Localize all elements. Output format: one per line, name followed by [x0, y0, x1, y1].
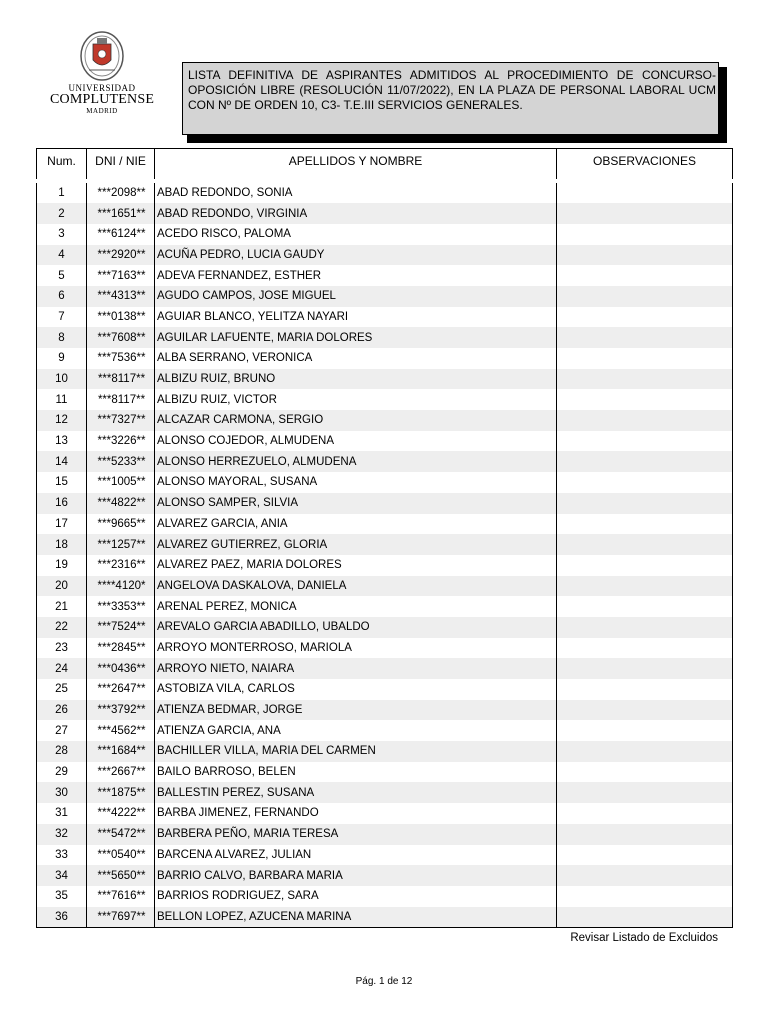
- cell-dni: ***2845**: [87, 638, 155, 659]
- cell-num: 19: [37, 555, 87, 576]
- column-header-dni: DNI / NIE: [87, 149, 155, 181]
- cell-observations: [557, 824, 733, 845]
- cell-observations: [557, 803, 733, 824]
- logo-line-madrid: MADRID: [86, 107, 118, 115]
- cell-num: 35: [37, 886, 87, 907]
- table-row: [37, 700, 733, 721]
- cell-dni: ***7327**: [87, 410, 155, 431]
- cell-observations: [557, 700, 733, 721]
- cell-dni: ***3792**: [87, 700, 155, 721]
- cell-dni: ***7524**: [87, 617, 155, 638]
- table-row: [37, 679, 733, 700]
- cell-num: 31: [37, 803, 87, 824]
- cell-name: ALBIZU RUIZ, BRUNO: [155, 369, 557, 390]
- table-row: [37, 472, 733, 493]
- cell-num: 18: [37, 534, 87, 555]
- cell-num: 20: [37, 576, 87, 597]
- cell-num: 34: [37, 865, 87, 886]
- cell-dni: ***9665**: [87, 514, 155, 535]
- cell-dni: ***4222**: [87, 803, 155, 824]
- cell-observations: [557, 472, 733, 493]
- cell-observations: [557, 410, 733, 431]
- cell-dni: ***3226**: [87, 431, 155, 452]
- cell-num: 14: [37, 451, 87, 472]
- cell-dni: ***2098**: [87, 181, 155, 204]
- cell-num: 7: [37, 307, 87, 328]
- cell-name: ADEVA FERNANDEZ, ESTHER: [155, 265, 557, 286]
- cell-observations: [557, 307, 733, 328]
- cell-name: BELLON LOPEZ, AZUCENA MARINA: [155, 907, 557, 928]
- cell-observations: [557, 493, 733, 514]
- cell-name: AGUIAR BLANCO, YELITZA NAYARI: [155, 307, 557, 328]
- cell-observations: [557, 720, 733, 741]
- cell-dni: ***6124**: [87, 224, 155, 245]
- cell-dni: ***0436**: [87, 658, 155, 679]
- cell-num: 30: [37, 782, 87, 803]
- cell-name: BACHILLER VILLA, MARIA DEL CARMEN: [155, 741, 557, 762]
- cell-num: 22: [37, 617, 87, 638]
- cell-name: ALCAZAR CARMONA, SERGIO: [155, 410, 557, 431]
- cell-name: ATIENZA GARCIA, ANA: [155, 720, 557, 741]
- cell-observations: [557, 369, 733, 390]
- table-row: [37, 181, 733, 204]
- table-row: [37, 245, 733, 266]
- page-number: Pág. 1 de 12: [355, 976, 413, 987]
- table-row: [37, 762, 733, 783]
- cell-observations: [557, 265, 733, 286]
- cell-num: 17: [37, 514, 87, 535]
- cell-name: ACUÑA PEDRO, LUCIA GAUDY: [155, 245, 557, 266]
- table-row: [37, 865, 733, 886]
- cell-num: 5: [37, 265, 87, 286]
- cell-dni: ***2667**: [87, 762, 155, 783]
- cell-dni: ***4822**: [87, 493, 155, 514]
- cell-observations: [557, 327, 733, 348]
- table-header-row: [37, 149, 733, 181]
- table-row: [37, 286, 733, 307]
- cell-observations: [557, 245, 733, 266]
- cell-dni: ***4313**: [87, 286, 155, 307]
- cell-name: ARROYO NIETO, NAIARA: [155, 658, 557, 679]
- cell-num: 33: [37, 845, 87, 866]
- table-row: [37, 576, 733, 597]
- cell-name: ALVAREZ PAEZ, MARIA DOLORES: [155, 555, 557, 576]
- cell-observations: [557, 865, 733, 886]
- cell-dni: ***5472**: [87, 824, 155, 845]
- cell-num: 21: [37, 596, 87, 617]
- cell-observations: [557, 431, 733, 452]
- cell-observations: [557, 451, 733, 472]
- table-row: [37, 431, 733, 452]
- table-row: [37, 845, 733, 866]
- cell-num: 15: [37, 472, 87, 493]
- table-row: [37, 451, 733, 472]
- table-row: [37, 824, 733, 845]
- cell-dni: ***7608**: [87, 327, 155, 348]
- cell-num: 26: [37, 700, 87, 721]
- table-row: [37, 514, 733, 535]
- cell-num: 3: [37, 224, 87, 245]
- cell-name: ALVAREZ GARCIA, ANIA: [155, 514, 557, 535]
- table-row: [37, 389, 733, 410]
- cell-name: ALONSO HERREZUELO, ALMUDENA: [155, 451, 557, 472]
- table-row: [37, 638, 733, 659]
- table-row: [37, 658, 733, 679]
- excluded-list-note: Revisar Listado de Excluidos: [570, 932, 718, 944]
- cell-num: 36: [37, 907, 87, 928]
- cell-observations: [557, 845, 733, 866]
- cell-dni: ***7616**: [87, 886, 155, 907]
- cell-observations: [557, 389, 733, 410]
- cell-name: BARCENA ALVAREZ, JULIAN: [155, 845, 557, 866]
- cell-num: 8: [37, 327, 87, 348]
- cell-dni: ***2920**: [87, 245, 155, 266]
- cell-name: ALVAREZ GUTIERREZ, GLORIA: [155, 534, 557, 555]
- cell-dni: ***1005**: [87, 472, 155, 493]
- cell-name: ARROYO MONTERROSO, MARIOLA: [155, 638, 557, 659]
- cell-observations: [557, 617, 733, 638]
- cell-name: ALONSO SAMPER, SILVIA: [155, 493, 557, 514]
- cell-dni: ***5650**: [87, 865, 155, 886]
- cell-observations: [557, 555, 733, 576]
- table-row: [37, 720, 733, 741]
- table-row: [37, 741, 733, 762]
- cell-name: BALLESTIN PEREZ, SUSANA: [155, 782, 557, 803]
- cell-name: ALBA SERRANO, VERONICA: [155, 348, 557, 369]
- cell-name: ARENAL PEREZ, MONICA: [155, 596, 557, 617]
- cell-name: ABAD REDONDO, SONIA: [155, 181, 557, 204]
- cell-num: 4: [37, 245, 87, 266]
- cell-observations: [557, 286, 733, 307]
- cell-dni: ***4562**: [87, 720, 155, 741]
- table-row: [37, 307, 733, 328]
- cell-num: 11: [37, 389, 87, 410]
- cell-num: 24: [37, 658, 87, 679]
- logo-line-university: UNIVERSIDAD: [68, 83, 136, 93]
- cell-name: ALONSO COJEDOR, ALMUDENA: [155, 431, 557, 452]
- cell-observations: [557, 224, 733, 245]
- cell-name: ALBIZU RUIZ, VICTOR: [155, 389, 557, 410]
- table-row: [37, 534, 733, 555]
- cell-dni: ***0138**: [87, 307, 155, 328]
- table-row: [37, 617, 733, 638]
- cell-dni: ***7536**: [87, 348, 155, 369]
- cell-observations: [557, 907, 733, 928]
- cell-num: 2: [37, 203, 87, 224]
- cell-observations: [557, 181, 733, 204]
- cell-dni: ***1651**: [87, 203, 155, 224]
- cell-name: BARBA JIMENEZ, FERNANDO: [155, 803, 557, 824]
- cell-num: 16: [37, 493, 87, 514]
- cell-dni: ***5233**: [87, 451, 155, 472]
- cell-num: 6: [37, 286, 87, 307]
- cell-name: BARBERA PEÑO, MARIA TERESA: [155, 824, 557, 845]
- cell-num: 27: [37, 720, 87, 741]
- cell-num: 9: [37, 348, 87, 369]
- cell-dni: ****4120*: [87, 576, 155, 597]
- cell-dni: ***2647**: [87, 679, 155, 700]
- table-row: [37, 596, 733, 617]
- cell-num: 10: [37, 369, 87, 390]
- cell-dni: ***8117**: [87, 389, 155, 410]
- table-row: [37, 203, 733, 224]
- cell-num: 12: [37, 410, 87, 431]
- table-row: [37, 348, 733, 369]
- admitted-applicants-table: [36, 148, 733, 928]
- cell-dni: ***1257**: [87, 534, 155, 555]
- cell-observations: [557, 679, 733, 700]
- cell-name: BARRIOS RODRIGUEZ, SARA: [155, 886, 557, 907]
- column-header-name: APELLIDOS Y NOMBRE: [155, 149, 557, 181]
- column-header-num: Num.: [37, 149, 87, 181]
- table-row: [37, 327, 733, 348]
- column-header-observations: OBSERVACIONES: [557, 149, 733, 181]
- table-row: [37, 803, 733, 824]
- cell-observations: [557, 514, 733, 535]
- cell-observations: [557, 348, 733, 369]
- university-logo: [50, 30, 154, 120]
- cell-dni: ***7697**: [87, 907, 155, 928]
- table-row: [37, 369, 733, 390]
- cell-observations: [557, 596, 733, 617]
- cell-observations: [557, 638, 733, 659]
- cell-dni: ***1875**: [87, 782, 155, 803]
- cell-observations: [557, 658, 733, 679]
- cell-name: AGUDO CAMPOS, JOSE MIGUEL: [155, 286, 557, 307]
- cell-name: ABAD REDONDO, VIRGINIA: [155, 203, 557, 224]
- cell-dni: ***1684**: [87, 741, 155, 762]
- cell-num: 13: [37, 431, 87, 452]
- table-row: [37, 907, 733, 928]
- cell-observations: [557, 762, 733, 783]
- cell-name: AREVALO GARCIA ABADILLO, UBALDO: [155, 617, 557, 638]
- cell-dni: ***7163**: [87, 265, 155, 286]
- cell-name: ATIENZA BEDMAR, JORGE: [155, 700, 557, 721]
- cell-name: AGUILAR LAFUENTE, MARIA DOLORES: [155, 327, 557, 348]
- cell-observations: [557, 782, 733, 803]
- cell-num: 32: [37, 824, 87, 845]
- cell-dni: ***3353**: [87, 596, 155, 617]
- table-row: [37, 493, 733, 514]
- table-row: [37, 782, 733, 803]
- cell-num: 23: [37, 638, 87, 659]
- cell-name: ALONSO MAYORAL, SUSANA: [155, 472, 557, 493]
- table-row: [37, 410, 733, 431]
- cell-num: 29: [37, 762, 87, 783]
- cell-name: ANGELOVA DASKALOVA, DANIELA: [155, 576, 557, 597]
- cell-name: ASTOBIZA VILA, CARLOS: [155, 679, 557, 700]
- cell-name: BAILO BARROSO, BELEN: [155, 762, 557, 783]
- table-row: [37, 555, 733, 576]
- cell-dni: ***2316**: [87, 555, 155, 576]
- cell-num: 28: [37, 741, 87, 762]
- cell-observations: [557, 203, 733, 224]
- table-row: [37, 886, 733, 907]
- cell-name: ACEDO RISCO, PALOMA: [155, 224, 557, 245]
- university-crest-icon: [79, 30, 125, 82]
- table-row: [37, 265, 733, 286]
- cell-observations: [557, 741, 733, 762]
- table-row: [37, 224, 733, 245]
- cell-observations: [557, 534, 733, 555]
- cell-num: 1: [37, 181, 87, 204]
- cell-num: 25: [37, 679, 87, 700]
- logo-line-complutense: COMPLUTENSE: [50, 92, 155, 107]
- document-title: LISTA DEFINITIVA DE ASPIRANTES ADMITIDOS AL PROCEDIMIENTO DE CONCURSO-OPOSICIÓN LIBRE (RESOLUCIÓN 11/07/2022), EN LA PLAZA DE PERSONAL LABORAL UCM CON Nº DE ORDEN 10, C3- T.E.III SERVICIOS GENERALES.: [182, 62, 719, 135]
- cell-dni: ***8117**: [87, 369, 155, 390]
- cell-name: BARRIO CALVO, BARBARA MARIA: [155, 865, 557, 886]
- cell-observations: [557, 576, 733, 597]
- cell-dni: ***0540**: [87, 845, 155, 866]
- cell-observations: [557, 886, 733, 907]
